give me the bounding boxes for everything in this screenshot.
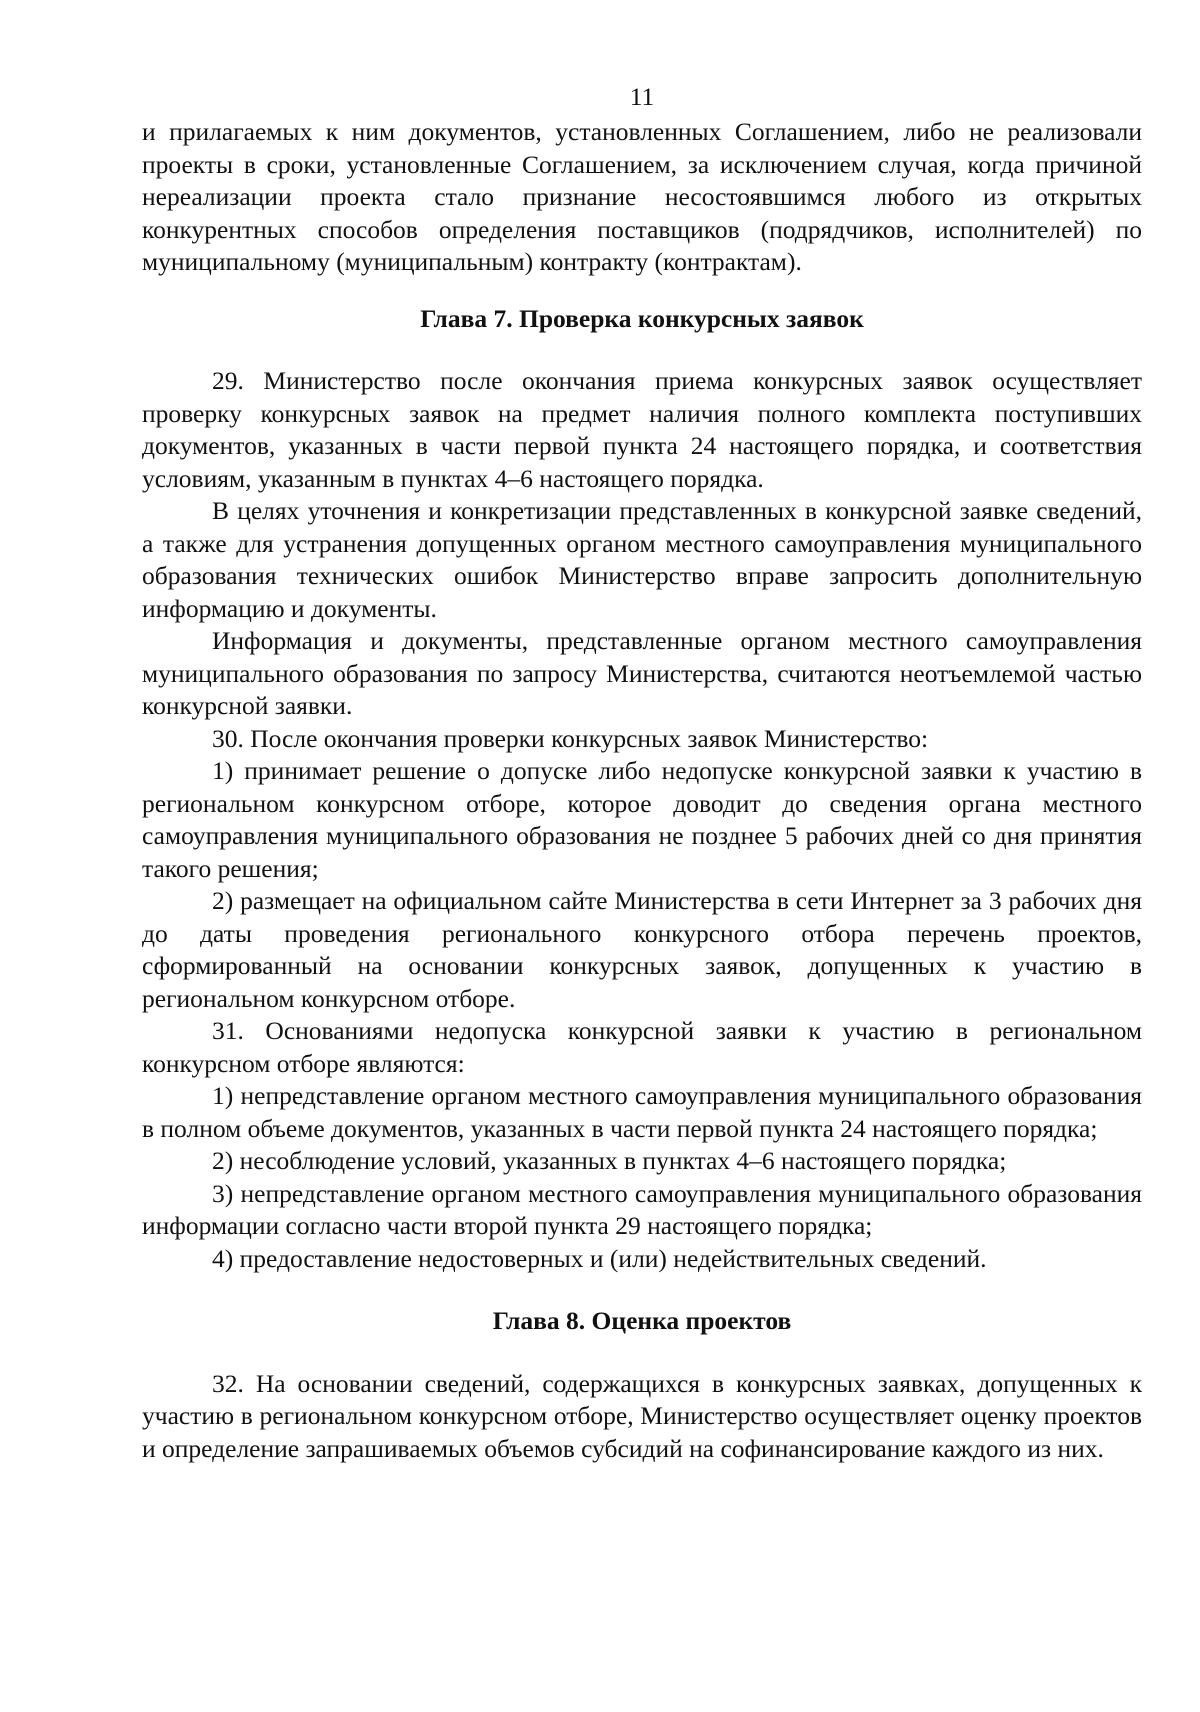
clause-29: 29. Министерство после окончания приема конкурсных заявок осуществляет проверку конкурсных заявок на предмет наличия полного комплекта поступивших документов, указанных в части первой пункта 24 настоящего порядка, и соответствия условиям, указанным в пунктах 4–6 настоящего порядка. (142, 366, 1142, 493)
continued-paragraph: и прилагаемых к ним документов, установленных Соглашением, либо не реализовали проекты в сроки, установленные Соглашением, за исключением случая, когда причиной нереализации проекта стало признание несостоявшимся любого из открытых конкурентных способов определения поставщиков (подрядчиков, исполнителей) по муниципальному (муниципальным) контракту (контрактам). (142, 117, 1142, 276)
document-page (142, 80, 1142, 1465)
clause-31-item-1: 1) непредставление органом местного самоуправления муниципального образования в полном объеме документов, указанных в части первой пункта 24 настоящего порядка; (142, 1081, 1142, 1143)
page-number: 11 (629, 82, 655, 111)
clause-31: 31. Основаниями недопуска конкурсной заявки к участию в региональном конкурсном отборе являются: (142, 1016, 1142, 1078)
chapter-7-heading: Глава 7. Проверка конкурсных заявок (420, 303, 864, 333)
clause-32: 32. На основании сведений, содержащихся в конкурсных заявках, допущенных к участию в региональном конкурсном отборе, Министерство осуществляет оценку проектов и определение запрашиваемых объемов субсидий на софинансирование каждого из них. (142, 1368, 1142, 1463)
clause-30-item-2: 2) размещает на официальном сайте Министерства в сети Интернет за 3 рабочих дня до даты проведения регионального конкурсного отбора перечень проектов, сформированный на основании конкурсных заявок, допущенных к участию в региональном конкурсном отборе. (142, 886, 1142, 1013)
clause-31-item-4: 4) предоставление недостоверных и (или) недействительных сведений. (212, 1243, 987, 1273)
clause-30: 30. После окончания проверки конкурсных заявок Министерство: (212, 723, 929, 753)
clause-29-part-3: Информация и документы, представленные органом местного самоуправления муниципального образования по запросу Министерства, считаются неотъемлемой частью конкурсной заявки. (142, 626, 1142, 720)
clause-31-item-3: 3) непредставление органом местного самоуправления муниципального образования информации согласно части второй пункта 29 настоящего порядка; (142, 1178, 1142, 1240)
clause-30-item-1: 1) принимает решение о допуске либо недопуске конкурсной заявки к участию в региональном конкурсном отборе, которое доводит до сведения органа местного самоуправления муниципального образования не позднее 5 рабочих дней со дня принятия такого решения; (142, 756, 1142, 883)
chapter-8-heading: Глава 8. Оценка проектов (492, 1306, 792, 1335)
clause-31-item-2: 2) несоблюдение условий, указанных в пунктах 4–6 настоящего порядка; (212, 1146, 1007, 1175)
clause-29-part-2: В целях уточнения и конкретизации представленных в конкурсной заявке сведений, а также для устранения допущенных органом местного самоуправления муниципального образования технических ошибок Министерство вправе запросить дополнительную информацию и документы. (142, 496, 1142, 623)
